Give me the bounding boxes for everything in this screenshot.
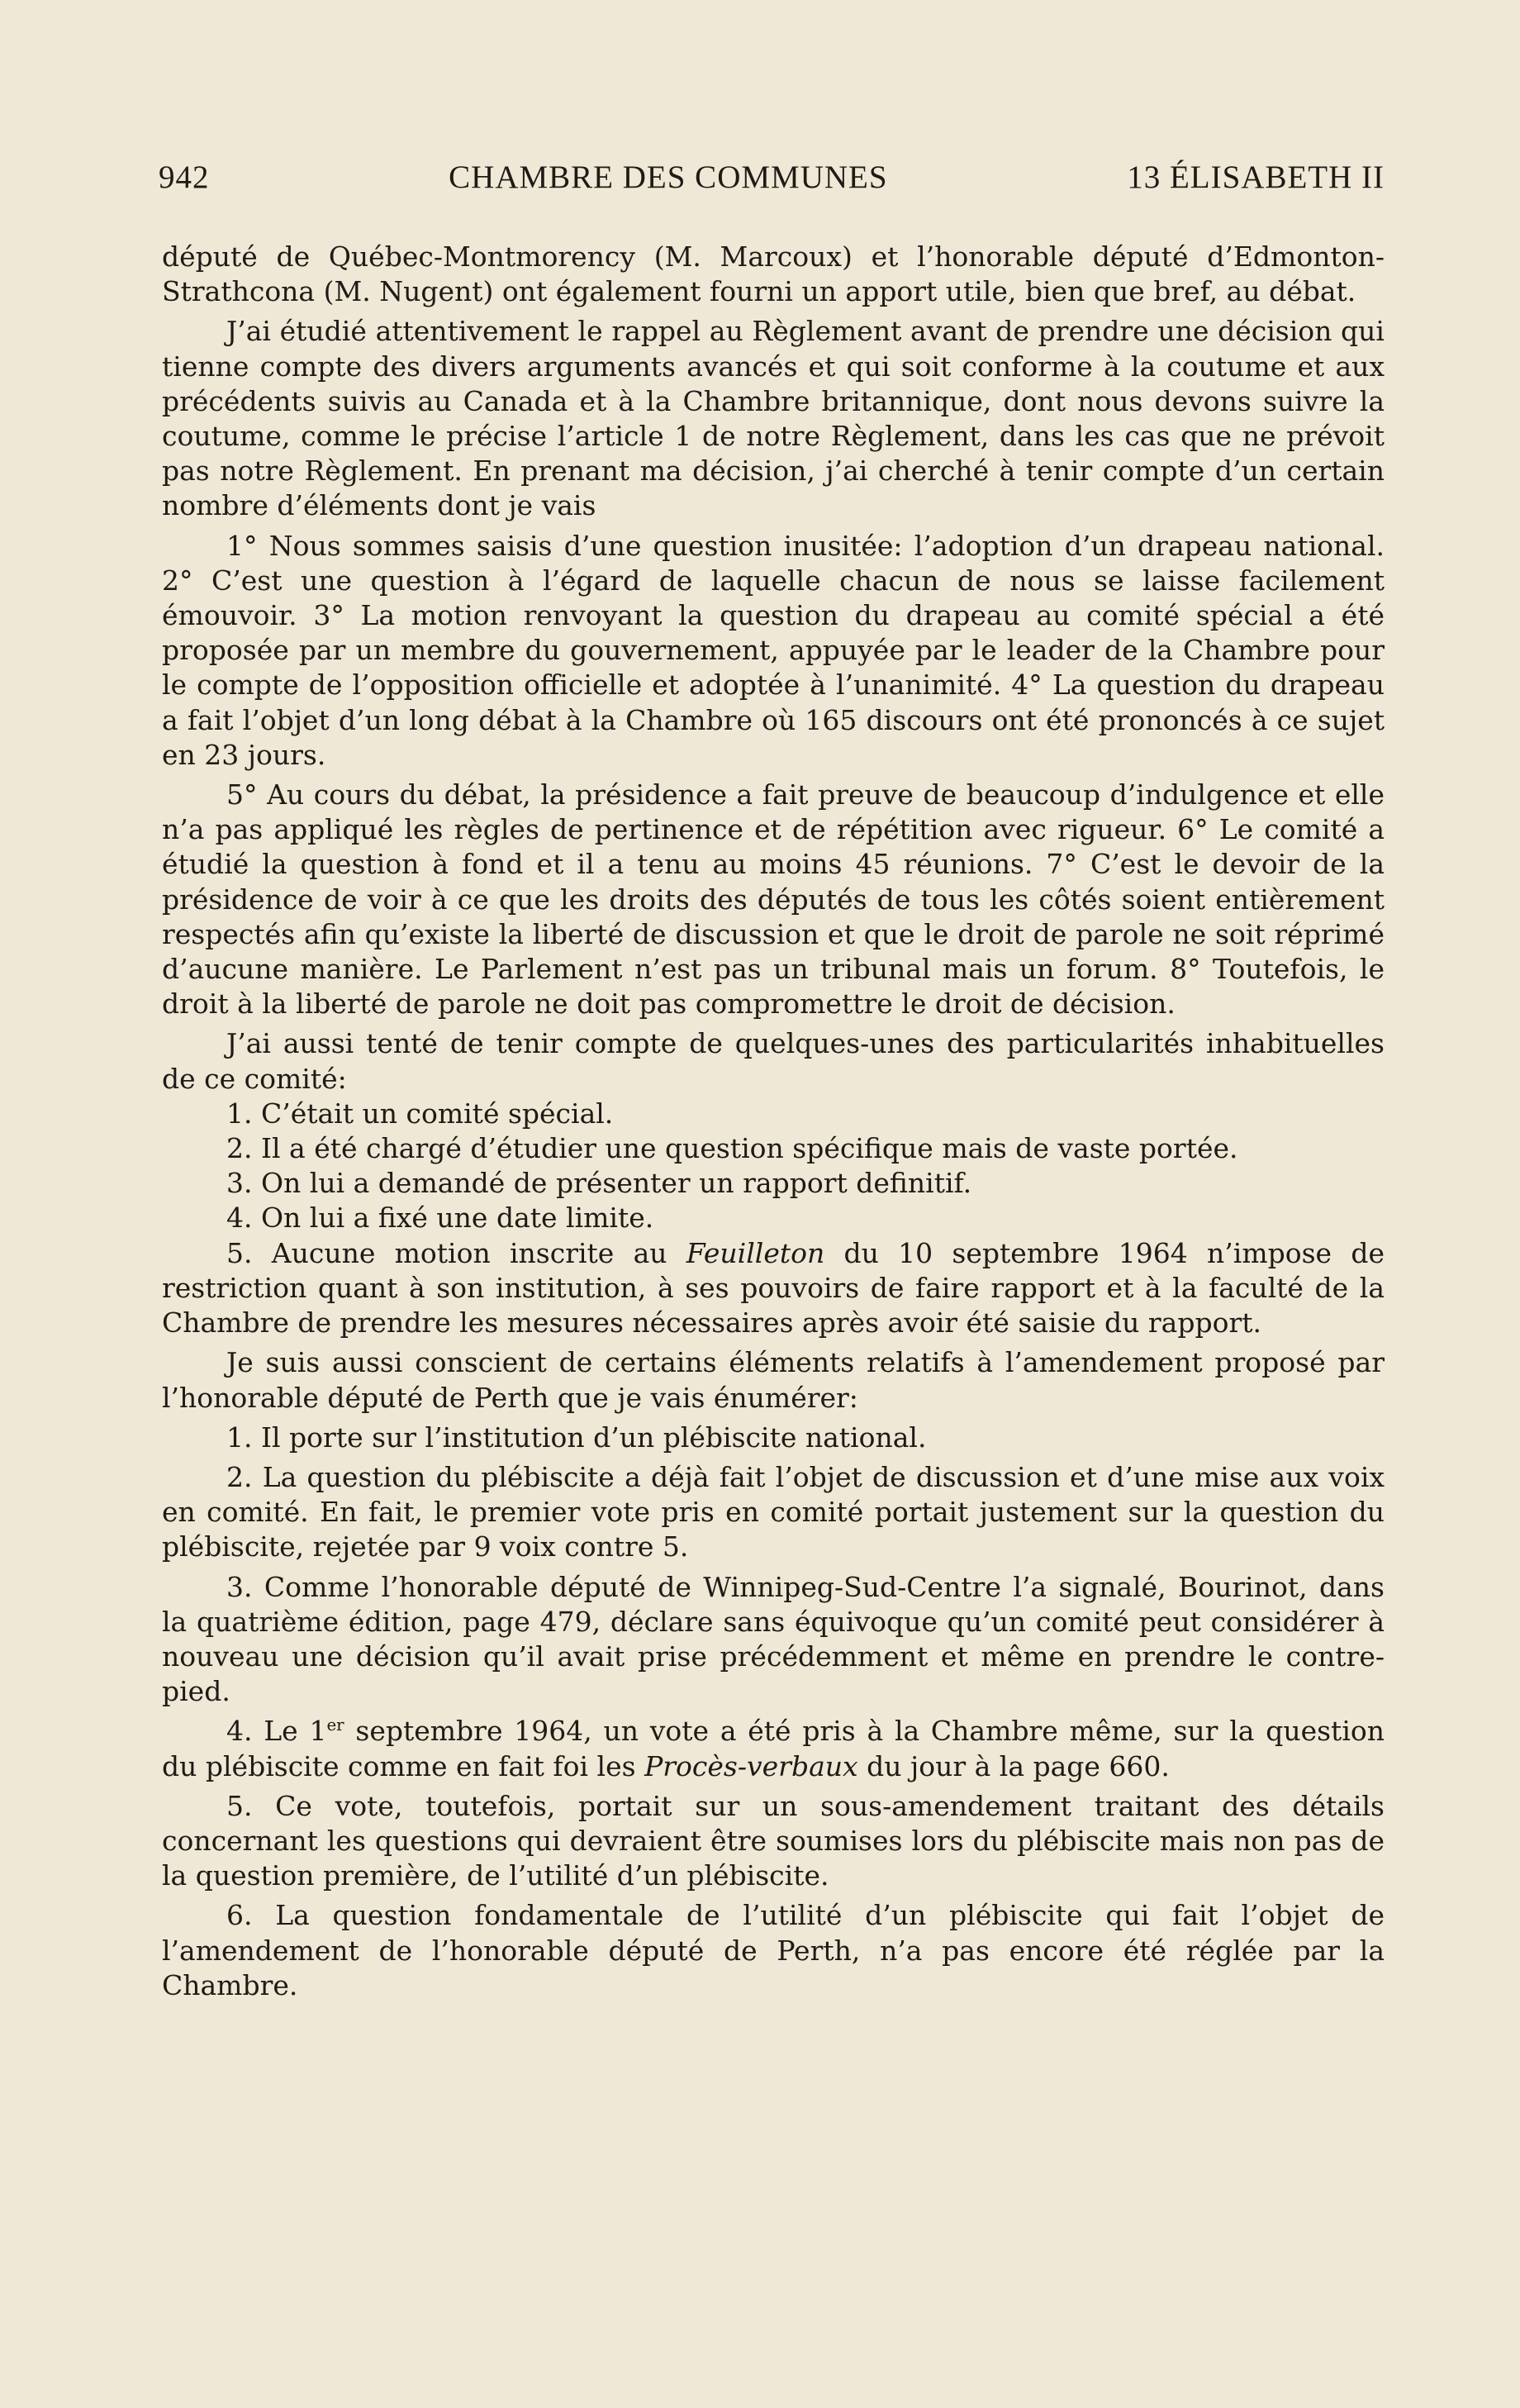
item4-text-end: du jour à la page 660. <box>857 1749 1170 1782</box>
list-item: 3. On lui a demandé de présenter un rapport definitif. <box>226 1167 972 1200</box>
list-item: 1. C’était un comité spécial. <box>226 1097 614 1130</box>
running-title: CHAMBRE DES COMMUNES <box>449 159 888 195</box>
regnal-year: 13 ÉLISABETH II <box>1127 159 1385 195</box>
item5-text-cont: du 10 septembre 1964 n’impose de restriction quant à son institution, à ses pouvoirs de faire rapport et à la faculté de la Chambre de prendre les mesures nécessaires après avoir été saisie du rapport. <box>162 1236 1385 1340</box>
feuilleton-italic: Feuilleton <box>686 1236 825 1269</box>
amendment-item-5: 5. Ce vote, toutefois, portait sur un sous-amendement traitant des détails concernant les questions qui devraient être soumises lors du plébiscite mais non pas de la question première, de l’utilité d’un plébiscite. <box>162 1789 1385 1892</box>
amendment-item-2: 2. La question du plébiscite a déjà fait l’objet de discussion et d’une mise aux voix en comité. En fait, le premier vote pris en comité portait justement sur la question du plébiscite, rejetée par 9 voix contre 5. <box>162 1460 1385 1563</box>
list-item: 4. On lui a fixé une date limite. <box>226 1202 654 1235</box>
item4-text: 4. Le 1 <box>226 1715 327 1748</box>
amendment-item-4 <box>162 1714 1385 1783</box>
paragraph-committee-intro: J’ai aussi tenté de tenir compte de quelques-unes des particularités inhabituelles de ce comité: <box>162 1027 1385 1095</box>
item4-text-cont: septembre 1964, un vote a été pris à la Chambre même, sur la question du plébiscite comme en fait foi les <box>162 1715 1385 1782</box>
amendment-item-1: 1. Il porte sur l’institution d’un plébiscite national. <box>226 1421 927 1454</box>
running-header <box>159 159 1385 196</box>
paragraph-ruling-intro: J’ai étudié attentivement le rappel au Règlement avant de prendre une décision qui tienne compte des divers arguments avancés et qui soit conforme à la coutume et aux précédents suivis au Canada et à la Chambre britannique, dont nous devons suivre la coutume, comme le précise l’article 1 de notre Règlement, dans les cas que ne prévoit pas notre Règlement. En prenant ma décision, j’ai cherché à tenir compte d’un certain nombre d’éléments dont je vais <box>162 315 1385 522</box>
proces-verbaux-italic: Procès-verbaux <box>644 1749 858 1782</box>
list-item-5 <box>162 1236 1385 1341</box>
body-text <box>162 240 1385 2003</box>
paragraph-points-5-8: 5° Au cours du débat, la présidence a fait preuve de beaucoup d’indulgence et elle n’a pas appliqué les règles de pertinence et de répétition avec rigueur. 6° Le comité a étudié la question à fond et il a tenu au moins 45 réunions. 7° C’est le devoir de la présidence de voir à ce que les droits des députés de tous les côtés soient entièrement respectés afin qu’existe la liberté de discussion et que le droit de parole ne soit réprimé d’aucune manière. Le Parlement n’est pas un tribunal mais un forum. 8° Toutefois, le droit à la liberté de parole ne doit pas compromettre le droit de décision. <box>162 778 1385 1021</box>
paragraph-amendment-intro: Je suis aussi conscient de certains éléments relatifs à l’amendement proposé par l’honorable député de Perth que je vais énumérer: <box>162 1346 1385 1414</box>
page-number: 942 <box>159 159 210 195</box>
amendment-item-6: 6. La question fondamentale de l’utilité d’un plébiscite qui fait l’objet de l’amendement de l’honorable député de Perth, n’a pas encore été réglée par la Chambre. <box>162 1899 1385 2001</box>
paragraph-points-1-4: 1° Nous sommes saisis d’une question inusitée: l’adoption d’un drapeau national. 2° C’est une question à l’égard de laquelle chacun de nous se laisse facilement émouvoir. 3° La motion renvoyant la question du drapeau au comité spécial a été proposée par un membre du gouvernement, appuyée par le leader de la Chambre pour le compte de l’opposition officielle et adoptée à l’unanimité. 4° La question du drapeau a fait l’objet d’un long débat à la Chambre où 165 discours ont été prononcés à ce sujet en 23 jours. <box>162 529 1385 771</box>
ordinal-sup: er <box>326 1716 344 1735</box>
list-item: 2. Il a été chargé d’étudier une question spécifique mais de vaste portée. <box>226 1132 1238 1165</box>
paragraph-continued: député de Québec-Montmorency (M. Marcoux) et l’honorable député d’Edmonton-Strathcona (M. Nugent) ont également fourni un apport utile, bien que bref, au débat. <box>162 240 1385 308</box>
item5-text: 5. Aucune motion inscrite au <box>226 1236 686 1269</box>
committee-list <box>226 1097 1385 1236</box>
amendment-item-3: 3. Comme l’honorable député de Winnipeg-Sud-Centre l’a signalé, Bourinot, dans la quatrième édition, page 479, déclare sans équivoque qu’un comité peut considérer à nouveau une décision qu’il avait prise précédemment et même en prendre le contre-pied. <box>162 1570 1385 1708</box>
